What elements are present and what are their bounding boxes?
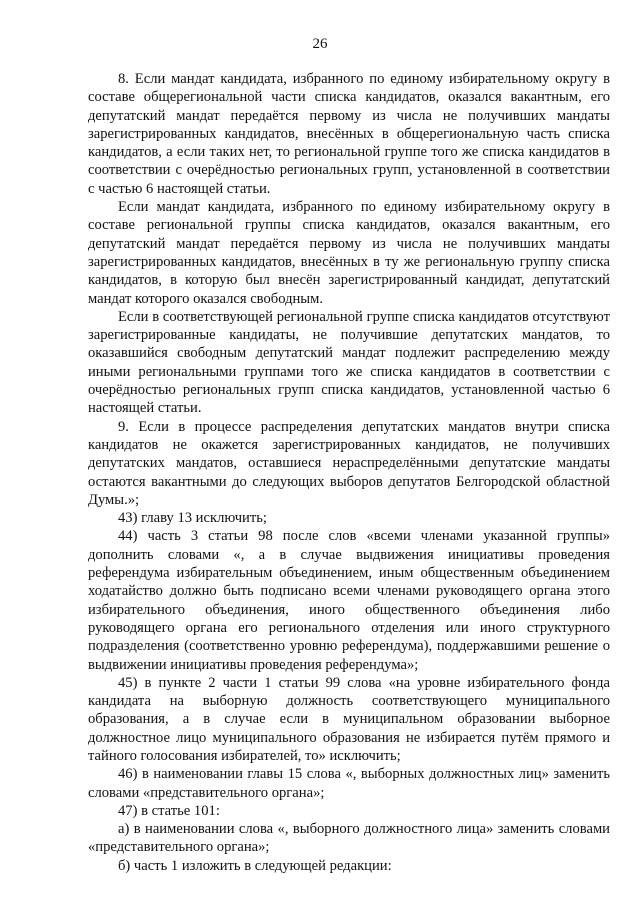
item-47: 47) в статье 101:: [118, 802, 220, 819]
item-47-b: б) часть 1 изложить в следующей редакции:: [118, 857, 392, 874]
page-number: 26: [312, 36, 328, 52]
item-47-a: а) в наименовании слова «, выборного должностного лица» заменить словами «представительного органа»;: [88, 821, 610, 856]
document-body: [88, 70, 610, 875]
paragraph-9: 9. Если в процессе распределения депутатских мандатов внутри списка кандидатов не окажется зарегистрированных кандидатов, не получивших депутатских мандатов, оставшиеся нераспределёнными депутатские мандаты остаются вакантными до следующих выборов депутатов Белгородской областной Думы.»;: [88, 418, 610, 508]
paragraph-8: 8. Если мандат кандидата, избранного по единому избирательному округу в составе общерегиональной части списка кандидатов, оказался вакантным, его депутатский мандат передаётся первому из числа не получивших мандаты зарегистрированных кандидатов, внесённых в общерегиональную часть списка кандидатов, а если таких нет, то региональной группе того же списка кандидатов в соответствии с очерёдностью региональных групп, установленной в соответствии с частью 6 настоящей статьи.: [88, 71, 610, 197]
paragraph-regional-group-mandate: Если мандат кандидата, избранного по единому избирательному округу в составе региональной группы списка кандидатов, оказался вакантным, его депутатский мандат передаётся первому из числа не получивших мандаты зарегистрированных кандидатов, внесённых в ту же региональную группу списка кандидатов, в которую был внесён зарегистрированный кандидат, депутатский мандат которого оказался свободным.: [88, 199, 610, 307]
paragraph-no-candidates: Если в соответствующей региональной группе списка кандидатов отсутствуют зарегистрированные кандидаты, не получившие депутатских мандатов, то оказавшийся свободным депутатский мандат подлежит распределению между иными региональными группами того же списка кандидатов в соответствии с очерёдностью региональных групп списка кандидатов, установленной частью 6 настоящей статьи.: [88, 308, 610, 417]
item-43: 43) главу 13 исключить;: [118, 510, 267, 527]
item-44: 44) часть 3 статьи 98 после слов «всеми членами указанной группы» дополнить словами «, а в случае выдвижения инициативы проведения референдума избирательным объединением, иным общественным объединением ходатайство должно быть подписано всеми членами руководящего органа этого избирательного объединения, иного общественного объединения либо руководящего органа его регионального отделения или иного структурного подразделения (соответственно уровню референдума), поддержавшими решение о выдвижении инициативы проведения референдума»;: [88, 528, 610, 673]
item-46: 46) в наименовании главы 15 слова «, выборных должностных лиц» заменить словами «представительного органа»;: [88, 766, 610, 801]
item-45: 45) в пункте 2 части 1 статьи 99 слова «на уровне избирательного фонда кандидата на выборную должность соответствующего муниципального образования, а в случае если в муниципальном образовании выборное должностное лицо муниципального образования не избирается путём прямого и тайного голосования избирателей, то» исключить;: [88, 674, 610, 764]
